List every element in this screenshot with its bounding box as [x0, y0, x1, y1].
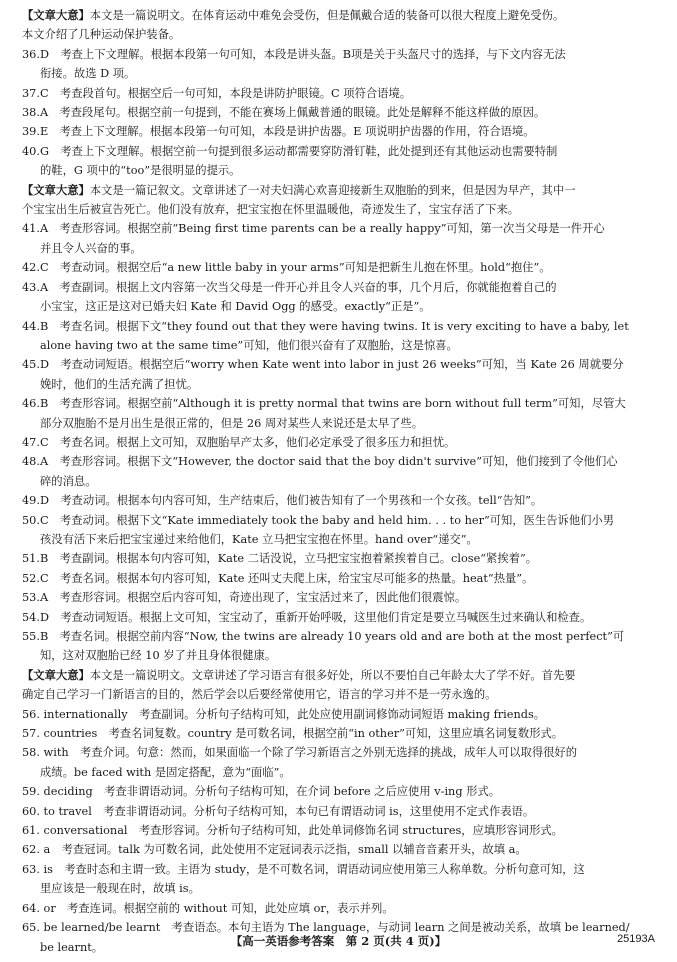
answer-text: 49.D 考查动词。根据本句内容可知，生产结束后，他们被告知有了一个男孩和一个女孩。tell“告知”。 — [22, 494, 543, 508]
answer-continuation: 孩没有活下来后把宝宝递过来给他们，Kate 立马把宝宝抱在怀里。hand over“递交”。 — [40, 532, 478, 546]
answer-text: 65. be learned/be learnt 考查语态。本句主语为 The language，与动词 learn 之间是被动关系，故填 be learned/ — [22, 921, 630, 935]
answer-text: 50.C 考查动词。根据下文“Kate immediately took the baby and held him. . . to her”可知，医生告诉他们小男 — [22, 513, 615, 527]
answer-item — [22, 142, 654, 181]
answer-text: 36.D 考查上下文理解。根据本段第一句可知，本段是讲头盔。B项是关于头盔尺寸的选择，与下文内容无法 — [22, 47, 566, 61]
answer-item — [22, 743, 654, 782]
answer-item — [22, 608, 654, 627]
answer-text: 47.C 考查名词。根据上文可知，双胞胎早产太多，他们必定承受了很多压力和担忧。 — [22, 435, 456, 449]
answer-text: 44.B 考查名词。根据下文“they found out that they were having twins. It is very exciting to have a baby, let — [22, 319, 629, 333]
answer-item — [22, 860, 654, 899]
answer-text: 55.B 考查名词。根据空前内容“Now, the twins are already 10 years old and are both at the most perfect”可 — [22, 630, 625, 643]
answer-continuation: 成绩。be faced with 是固定搭配，意为“面临”。 — [40, 765, 291, 779]
answer-item — [22, 705, 654, 724]
answer-item — [22, 452, 654, 491]
answer-item — [22, 317, 654, 356]
answer-text: 43.A 考查副词。根据上文内容第一次当父母是一件开心并且令人兴奋的事，几个月后，你就能抱着自己的 — [22, 280, 557, 294]
answer-continuation: alone having two at the same time”可知，他们很兴奋有了双胞胎，这是惊喜。 — [40, 338, 458, 352]
answer-item — [22, 278, 654, 317]
summary-text: 本文是一篇说明文。在体育运动中难免会受伤，但是佩戴合适的装备可以很大程度上避免受伤。 — [89, 9, 565, 22]
answer-text: 52.C 考查名词。根据本句内容可知，Kate 还叫丈夫爬上床，给宝宝尽可能多的热量。heat“热量”。 — [22, 571, 534, 585]
answer-item — [22, 491, 654, 510]
answer-text: 48.A 考查形容词。根据下文“However, the doctor said that the boy didn't survive”可知，他们接到了令他们心 — [22, 455, 618, 469]
answer-continuation: 碎的消息。 — [40, 474, 97, 488]
answer-text: 54.D 考查动词短语。根据上文可知，宝宝动了，重新开始呼吸，这里他们肯定是要立马喊医生过来确认和检查。 — [22, 610, 592, 624]
summary-text: 本文是一篇记叙文。文章讲述了一对夫妇满心欢喜迎接新生双胞胎的到来，但是因为早产，其中一 — [89, 183, 576, 197]
answer-text: 59. deciding 考查非谓语动词。分析句子结构可知，在介词 before 之后应使用 v-ing 形式。 — [22, 785, 501, 799]
answer-content — [22, 6, 654, 957]
answer-continuation: 衔接。故选 D 项。 — [40, 67, 136, 81]
answer-item — [22, 511, 654, 550]
answer-item — [22, 840, 654, 859]
answer-continuation: 确定自己学习一门新语言的目的，然后学会以后要经常使用它，语言的学习并不是一劳永逸的。 — [22, 688, 497, 702]
answer-text: 37.C 考查段首句。根据空后一句可知，本段是讲防护眼镜。C 项符合语境。 — [22, 86, 412, 100]
answer-text: 56. internationally 考查副词。分析句子结构可知，此处应使用副词修饰动词短语 making friends。 — [22, 707, 546, 721]
answer-text: 57. countries 考查名词复数。country 是可数名词，根据空前“in other”可知，这里应填名词复数形式。 — [22, 727, 564, 741]
answer-text: 46.B 考查形容词。根据空前“Although it is pretty normal that twins are born without full term”可知，尽管大 — [22, 397, 626, 411]
answer-text: 62. a 考查冠词。talk 为可数名词，此处使用不定冠词表示泛指，small 以辅音音素开头，故填 a。 — [22, 843, 527, 857]
answer-text: 63. is 考查时态和主谓一致。主语为 study，是不可数名词，谓语动词应使用第三人称单数。分析句意可知，这 — [22, 862, 585, 876]
answer-text: 64. or 考查连词。根据空前的 without 可知，此处应填 or，表示并列。 — [22, 901, 394, 915]
answer-item — [22, 258, 654, 277]
answer-item — [22, 724, 654, 743]
answer-item — [22, 84, 654, 103]
summary-text: 本文是一篇说明文。文章讲述了学习语言有很多好处，所以不要怕自己年龄太大了学不好。首先要 — [89, 668, 576, 682]
answer-continuation: 本文介绍了几种运动保护装备。 — [22, 28, 181, 42]
answer-text: 51.B 考查副词。根据本句内容可知，Kate 二话没说，立马把宝宝抱着紧挨着自己。close“紧挨着”。 — [22, 552, 538, 566]
answer-continuation: 知，这对双胞胎已经 10 岁了并且身体很健康。 — [40, 649, 277, 663]
passage-summary — [22, 666, 654, 705]
page-footer — [0, 933, 677, 953]
answer-continuation: 并且令人兴奋的事。 — [40, 241, 142, 255]
footer-doc-code: 25193A — [617, 933, 655, 945]
summary-label: 【文章大意】 — [22, 182, 90, 197]
answer-item — [22, 569, 654, 588]
answer-text: 39.E 考查上下文理解。根据本段第一句可知，本段是讲护齿器。E 项说明护齿器的作用，符合语境。 — [22, 125, 535, 139]
summary-label: 【文章大意】 — [22, 8, 90, 22]
answer-item — [22, 821, 654, 840]
answer-item — [22, 899, 654, 918]
answer-item — [22, 433, 654, 452]
answer-item — [22, 627, 654, 666]
answer-item — [22, 355, 654, 394]
passage-summary — [22, 181, 654, 220]
answer-item — [22, 45, 654, 84]
answer-item — [22, 219, 654, 258]
answer-item — [22, 549, 654, 568]
answer-item — [22, 802, 654, 821]
answer-item — [22, 782, 654, 801]
answer-item — [22, 588, 654, 607]
footer-page-label: 【高一英语参考答案 第 2 页(共 4 页)】 — [230, 934, 447, 948]
answer-item — [22, 394, 654, 433]
answer-text: 38.A 考查段尾句。根据空前一句提到，不能在赛场上佩戴普通的眼镜。此处是解释不能这样做的原因。 — [22, 106, 546, 120]
answer-item — [22, 122, 654, 141]
answer-text: 41.A 考查形容词。根据空前“Being first time parents can be a really happy”可知，第一次当父母是一件开心 — [22, 222, 605, 236]
passage-summary — [22, 6, 654, 45]
answer-text: 61. conversational 考查形容词。分析句子结构可知，此处单词修饰名词 structures，应填形容词形式。 — [22, 824, 563, 838]
answer-text: 53.A 考查形容词。根据空后内容可知，奇迹出现了，宝宝活过来了，因此他们很震惊。 — [22, 591, 467, 605]
answer-item — [22, 103, 654, 122]
answer-text: 45.D 考查动词短语。根据空后“worry when Kate went into labor in just 26 weeks”可知，当 Kate 26 周就要分 — [22, 358, 624, 372]
answer-continuation: 小宝宝，这正是这对已婚夫妇 Kate 和 David Ogg 的感受。exactly“正是”。 — [40, 300, 431, 314]
answer-continuation: 个宝宝出生后被宣告死亡。他们没有放弃，把宝宝抱在怀里温暖他，奇迹发生了，宝宝存活了下来。 — [22, 203, 520, 217]
answer-continuation: 娩时，他们的生活充满了担忧。 — [40, 377, 199, 391]
answer-continuation: be learnt。 — [40, 940, 104, 954]
answer-text: 42.C 考查动词。根据空后“a new little baby in your arms”可知是把新生儿抱在怀里。hold“抱住”。 — [22, 261, 551, 275]
answer-continuation: 里应该是一般现在时，故填 is。 — [40, 882, 200, 896]
answer-continuation: 的鞋，G 项中的“too”是很明显的提示。 — [40, 164, 241, 178]
answer-continuation: 部分双胞胎不是月出生是很正常的，但是 26 周对某些人来说还是太早了些。 — [40, 416, 424, 430]
answer-text: 60. to travel 考查非谓语动词。分析句子结构可知，本句已有谓语动词 is，这里使用不定式作表语。 — [22, 804, 535, 818]
summary-label: 【文章大意】 — [22, 667, 90, 682]
answer-text: 40.G 考查上下文理解。根据空前一句提到很多运动都需要穿防滑钉鞋，此处提到还有其他运动也需要特制 — [22, 144, 558, 158]
answer-text: 58. with 考查介词。句意：然而，如果面临一个除了学习新语言之外别无选择的挑战，成年人可以取得很好的 — [22, 746, 578, 760]
